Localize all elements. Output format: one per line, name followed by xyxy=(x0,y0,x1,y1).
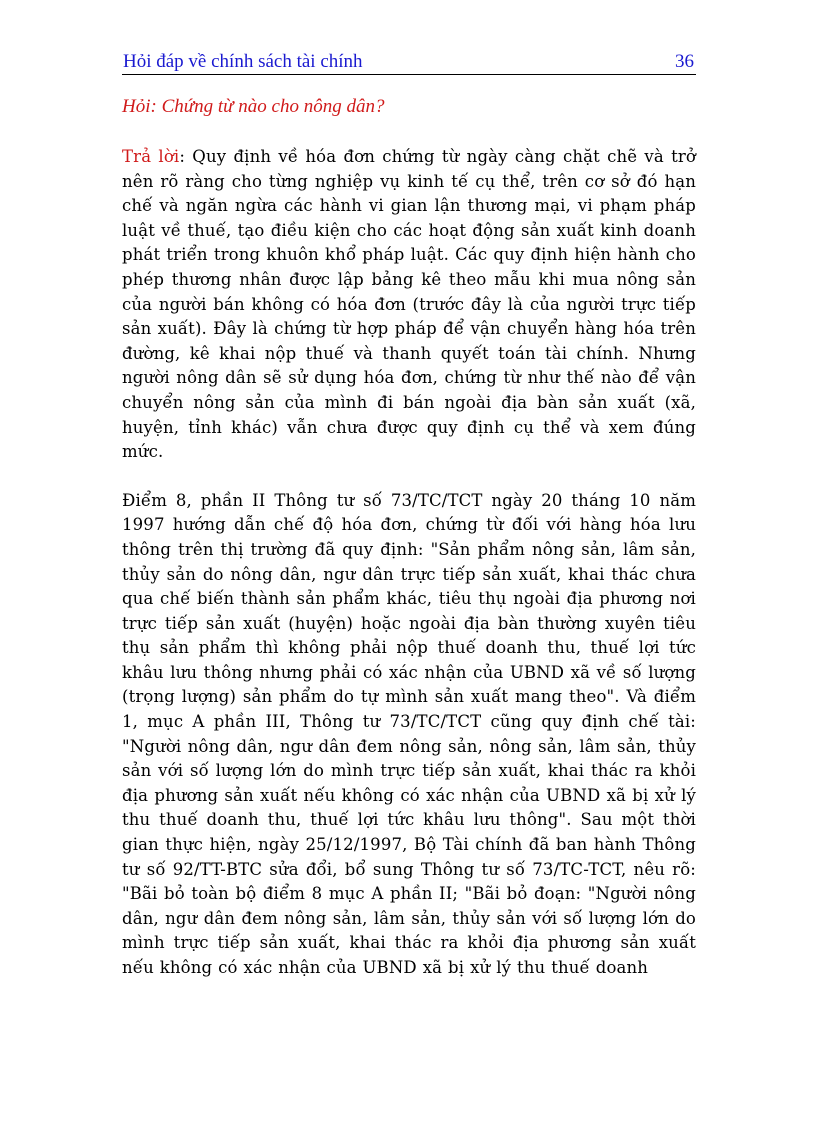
body-paragraph: Điểm 8, phần II Thông tư số 73/TC/TCT ngày 20 tháng 10 năm 1997 hướng dẫn chế độ hóa đơn, chứng từ đối với hàng hóa lưu thông trên thị trường đã quy định: "Sản phẩm nông sản, lâm sản, thủy sản do nông dân, ngư dân trực tiếp sản xuất, khai thác chưa qua chế biến thành sản phẩm khác, tiêu thụ ngoài địa phương nơi trực tiếp sản xuất (huyện) hoặc ngoài địa bàn thường xuyên tiêu thụ sản phẩm thì không phải nộp thuế doanh thu, thuế lợi tức khâu lưu thông nhưng phải có xác nhận của UBND xã về số lượng (trọng lượng) sản phẩm do tự mình sản xuất mang theo". Và điểm 1, mục A phần III, Thông tư 73/TC/TCT cũng quy định chế tài: "Người nông dân, ngư dân đem nông sản, nông sản, lâm sản, thủy sản với số lượng lớn do mình trực tiếp sản xuất, khai thác ra khỏi địa phương sản xuất nếu không có xác nhận của UBND xã bị xử lý thu thuế doanh thu, thuế lợi tức khâu lưu thông". Sau một thời gian thực hiện, ngày 25/12/1997, Bộ Tài chính đã ban hành Thông tư số 92/TT-BTC sửa đổi, bổ sung Thông tư số 73/TC-TCT, nêu rõ: "Bãi bỏ toàn bộ điểm 8 mục A phần II; "Bãi bỏ đoạn: "Người nông dân, ngư dân đem nông sản, lâm sản, thủy sản với số lượng lớn do mình trực tiếp sản xuất, khai thác ra khỏi địa phương sản xuất nếu không có xác nhận của UBND xã bị xử lý thu thuế doanh xyxy=(122,490,696,977)
document-page xyxy=(122,48,696,981)
answer-text: : Quy định về hóa đơn chứng từ ngày càng chặt chẽ và trở nên rõ ràng cho từng nghiệp vụ kinh tế cụ thể, trên cơ sở đó hạn chế và ngăn ngừa các hành vi gian lận thương mại, vi phạm pháp luật về thuế, tạo điều kiện cho các hoạt động sản xuất kinh doanh phát triển trong khuôn khổ pháp luật. Các quy định hiện hành cho phép thương nhân được lập bảng kê theo mẫu khi mua nông sản của người bán không có hóa đơn (trước đây là của người trực tiếp sản xuất). Đây là chứng từ hợp pháp để vận chuyển hàng hóa trên đường, kê khai nộp thuế và thanh quyết toán tài chính. Nhưng người nông dân sẽ sử dụng hóa đơn, chứng từ như thế nào để vận chuyển nông sản của mình đi bán ngoài địa bàn sản xuất (xã, huyện, tỉnh khác) vẫn chưa được quy định cụ thể và xem đúng mức. xyxy=(122,147,697,462)
page-header xyxy=(122,48,696,75)
page-number: 36 xyxy=(675,51,694,72)
answer-paragraph xyxy=(122,145,696,465)
header-title: Hỏi đáp về chính sách tài chính xyxy=(123,51,363,72)
question-heading: Hỏi: Chứng từ nào cho nông dân? xyxy=(122,96,385,117)
answer-label: Trả lời xyxy=(122,147,180,166)
